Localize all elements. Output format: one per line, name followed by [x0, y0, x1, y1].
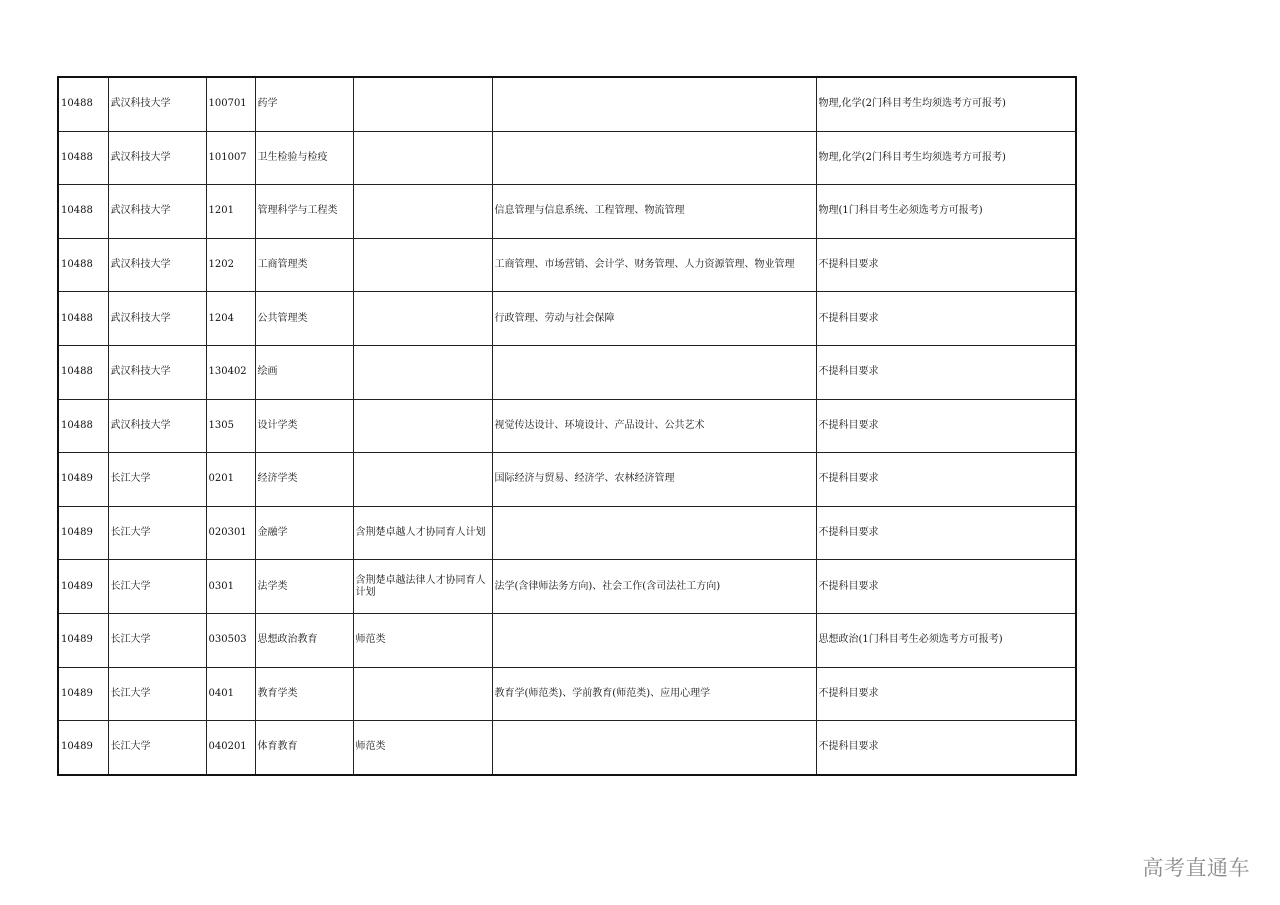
school-name-cell: 长江大学 [108, 667, 206, 721]
subject-requirement-cell: 不提科目要求 [816, 453, 1076, 507]
school-name-cell: 长江大学 [108, 721, 206, 775]
school-code-cell: 10488 [58, 77, 108, 131]
school-name-cell: 武汉科技大学 [108, 399, 206, 453]
major-note-cell [353, 185, 492, 239]
major-note-cell: 含荆楚卓越人才协同育人计划 [353, 506, 492, 560]
major-code-cell: 0201 [206, 453, 255, 507]
included-majors-cell [492, 131, 816, 185]
major-code-cell: 1305 [206, 399, 255, 453]
school-name-cell: 长江大学 [108, 453, 206, 507]
major-name-cell: 工商管理类 [255, 238, 353, 292]
major-name-cell: 管理科学与工程类 [255, 185, 353, 239]
school-name-cell: 长江大学 [108, 560, 206, 614]
included-majors-cell: 国际经济与贸易、经济学、农林经济管理 [492, 453, 816, 507]
major-name-cell: 思想政治教育 [255, 613, 353, 667]
school-name-cell: 武汉科技大学 [108, 77, 206, 131]
major-name-cell: 公共管理类 [255, 292, 353, 346]
subject-requirement-cell: 物理,化学(2门科目考生均须选考方可报考) [816, 77, 1076, 131]
major-code-cell: 1204 [206, 292, 255, 346]
subject-requirement-cell: 思想政治(1门科目考生必须选考方可报考) [816, 613, 1076, 667]
subject-requirement-cell: 不提科目要求 [816, 506, 1076, 560]
table-row [58, 345, 1076, 399]
school-name-cell: 长江大学 [108, 613, 206, 667]
major-note-cell: 师范类 [353, 613, 492, 667]
school-name-cell: 武汉科技大学 [108, 292, 206, 346]
major-name-cell: 药学 [255, 77, 353, 131]
major-name-cell: 卫生检验与检疫 [255, 131, 353, 185]
included-majors-cell: 法学(含律师法务方向)、社会工作(含司法社工方向) [492, 560, 816, 614]
major-note-cell [353, 345, 492, 399]
major-name-cell: 设计学类 [255, 399, 353, 453]
school-name-cell: 武汉科技大学 [108, 345, 206, 399]
included-majors-cell: 信息管理与信息系统、工程管理、物流管理 [492, 185, 816, 239]
school-name-cell: 武汉科技大学 [108, 131, 206, 185]
subject-requirement-cell: 物理(1门科目考生必须选考方可报考) [816, 185, 1076, 239]
major-name-cell: 经济学类 [255, 453, 353, 507]
major-name-cell: 金融学 [255, 506, 353, 560]
major-name-cell: 绘画 [255, 345, 353, 399]
school-code-cell: 10489 [58, 721, 108, 775]
school-code-cell: 10489 [58, 453, 108, 507]
school-name-cell: 长江大学 [108, 506, 206, 560]
subject-requirement-cell: 不提科目要求 [816, 721, 1076, 775]
school-code-cell: 10488 [58, 292, 108, 346]
school-code-cell: 10488 [58, 131, 108, 185]
school-name-cell: 武汉科技大学 [108, 238, 206, 292]
subject-requirement-cell: 不提科目要求 [816, 238, 1076, 292]
subject-requirement-cell: 物理,化学(2门科目考生均须选考方可报考) [816, 131, 1076, 185]
major-code-cell: 100701 [206, 77, 255, 131]
subject-requirements-table [57, 76, 1077, 776]
included-majors-cell: 视觉传达设计、环境设计、产品设计、公共艺术 [492, 399, 816, 453]
table-body [58, 77, 1076, 775]
subject-requirement-cell: 不提科目要求 [816, 292, 1076, 346]
included-majors-cell [492, 613, 816, 667]
included-majors-cell: 工商管理、市场营销、会计学、财务管理、人力资源管理、物业管理 [492, 238, 816, 292]
school-name-cell: 武汉科技大学 [108, 185, 206, 239]
major-note-cell [353, 77, 492, 131]
subject-requirement-cell: 不提科目要求 [816, 345, 1076, 399]
school-code-cell: 10489 [58, 560, 108, 614]
major-note-cell: 含荆楚卓越法律人才协同育人计划 [353, 560, 492, 614]
major-code-cell: 030503 [206, 613, 255, 667]
table-row [58, 292, 1076, 346]
included-majors-cell: 教育学(师范类)、学前教育(师范类)、应用心理学 [492, 667, 816, 721]
included-majors-cell [492, 345, 816, 399]
table-row [58, 560, 1076, 614]
table-row [58, 131, 1076, 185]
subject-requirement-cell: 不提科目要求 [816, 667, 1076, 721]
included-majors-cell [492, 721, 816, 775]
table-row [58, 667, 1076, 721]
table-row [58, 721, 1076, 775]
major-code-cell: 020301 [206, 506, 255, 560]
subject-requirement-cell: 不提科目要求 [816, 399, 1076, 453]
included-majors-cell: 行政管理、劳动与社会保障 [492, 292, 816, 346]
table-row [58, 613, 1076, 667]
major-code-cell: 1202 [206, 238, 255, 292]
major-note-cell [353, 292, 492, 346]
table-row [58, 506, 1076, 560]
major-note-cell [353, 399, 492, 453]
major-name-cell: 教育学类 [255, 667, 353, 721]
school-code-cell: 10489 [58, 667, 108, 721]
major-note-cell: 师范类 [353, 721, 492, 775]
major-code-cell: 0301 [206, 560, 255, 614]
table-row [58, 238, 1076, 292]
school-code-cell: 10489 [58, 613, 108, 667]
major-name-cell: 体育教育 [255, 721, 353, 775]
major-name-cell: 法学类 [255, 560, 353, 614]
major-note-cell [353, 238, 492, 292]
subject-requirement-cell: 不提科目要求 [816, 560, 1076, 614]
school-code-cell: 10488 [58, 399, 108, 453]
major-note-cell [353, 453, 492, 507]
included-majors-cell [492, 77, 816, 131]
table-row [58, 453, 1076, 507]
watermark-logo-text: 高考直通车 [1142, 856, 1250, 880]
major-code-cell: 101007 [206, 131, 255, 185]
major-code-cell: 130402 [206, 345, 255, 399]
table-row [58, 399, 1076, 453]
table-row [58, 77, 1076, 131]
school-code-cell: 10489 [58, 506, 108, 560]
included-majors-cell [492, 506, 816, 560]
major-note-cell [353, 667, 492, 721]
major-code-cell: 0401 [206, 667, 255, 721]
major-code-cell: 1201 [206, 185, 255, 239]
school-code-cell: 10488 [58, 238, 108, 292]
school-code-cell: 10488 [58, 345, 108, 399]
table-row [58, 185, 1076, 239]
major-code-cell: 040201 [206, 721, 255, 775]
school-code-cell: 10488 [58, 185, 108, 239]
major-note-cell [353, 131, 492, 185]
